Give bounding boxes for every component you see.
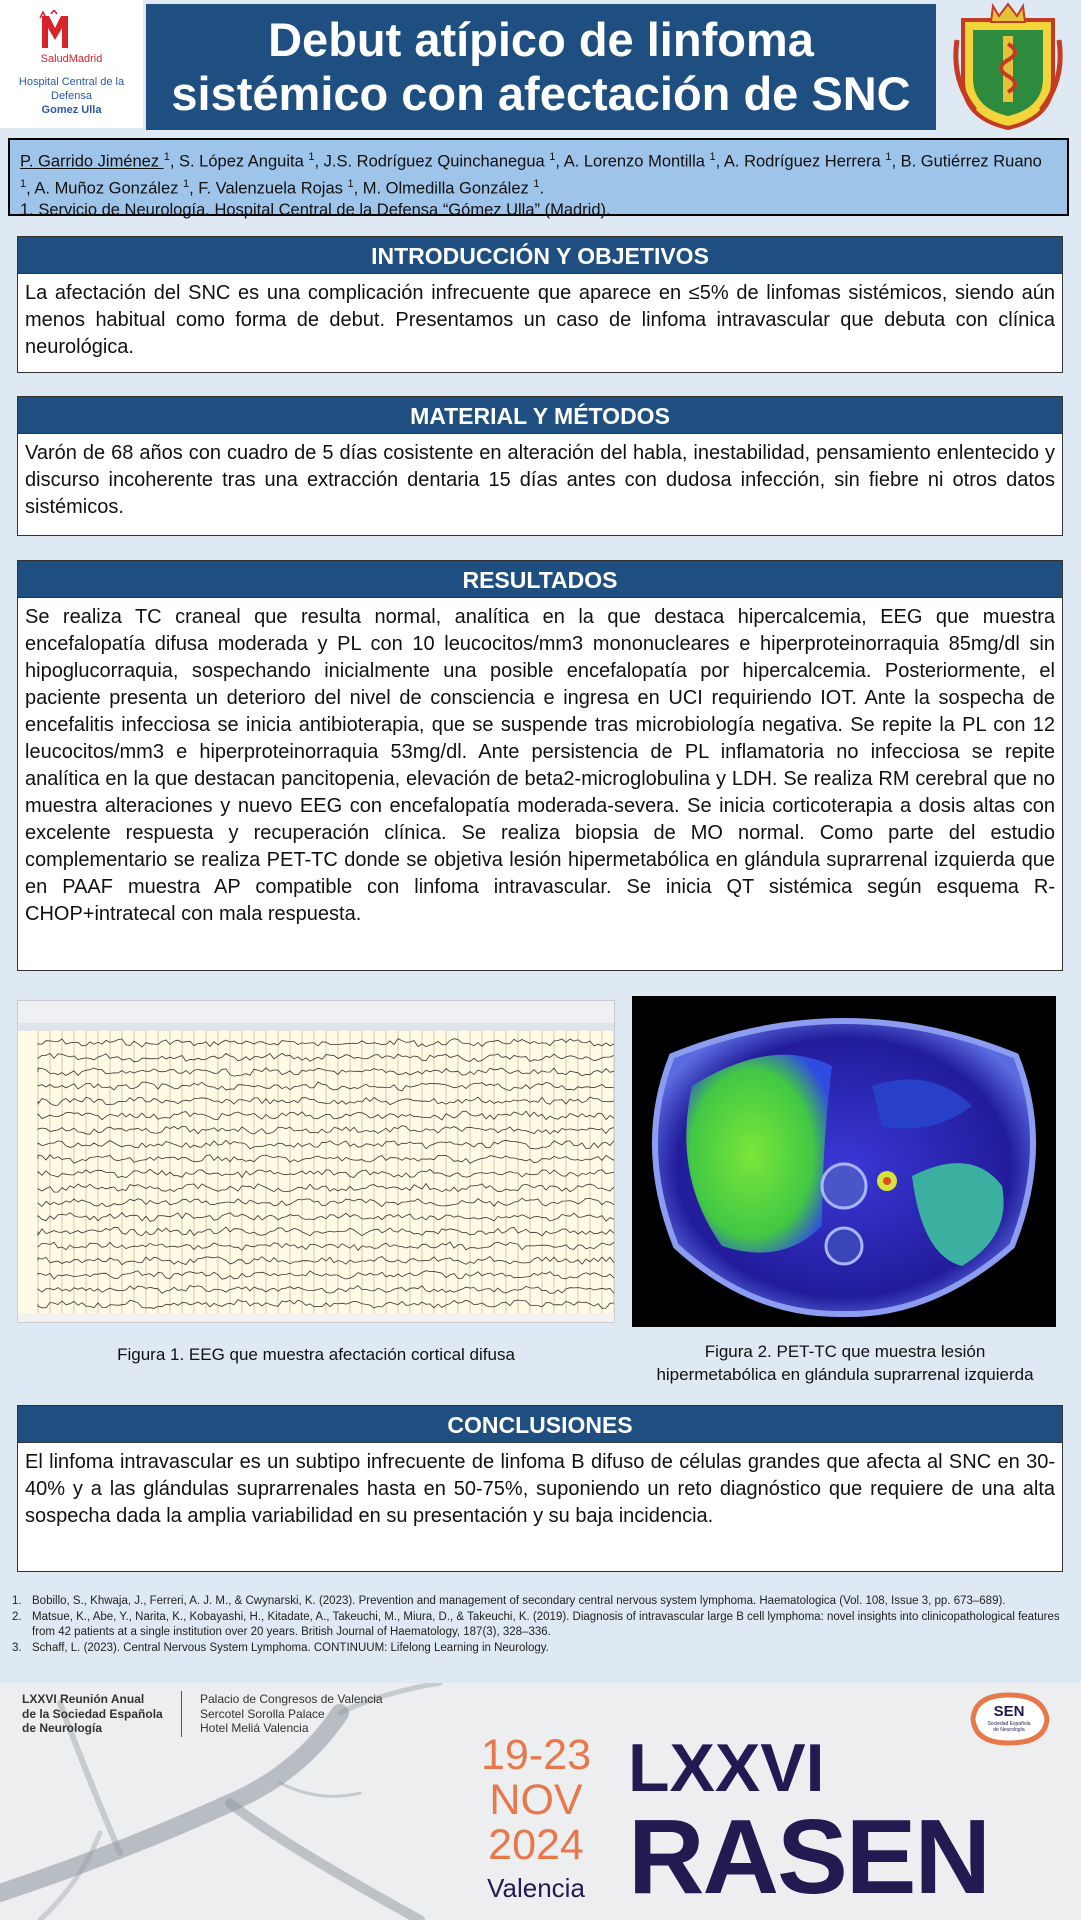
reference-number: 2. — [12, 1610, 22, 1623]
author-name: A. Rodríguez Herrera — [723, 152, 886, 171]
figure-1-caption: Figura 1. EEG que muestra afectación cortical difusa — [117, 1345, 515, 1364]
section-body: Varón de 68 años con cuadro de 5 días cosistente en alteración del habla, inestabilidad, pensamiento enlentecido y discurso incoherente tras una extracción dentaria 15 días antes con dudosa infección, sin fiebre ni otros datos sistémicos. — [25, 442, 1055, 518]
section-title: CONCLUSIONES — [18, 1406, 1062, 1443]
saludmadrid-label: SaludMadrid — [40, 53, 103, 65]
author-affiliation-mark: 1 — [347, 177, 354, 190]
congress-month: NOV — [489, 1776, 583, 1824]
eeg-trace-image — [18, 1001, 615, 1323]
congress-banner — [0, 1683, 1081, 1920]
reference-item — [12, 1594, 1064, 1610]
author-separator: , — [715, 152, 724, 171]
section-title: INTRODUCCIÓN Y OBJETIVOS — [18, 237, 1062, 274]
sen-logo-subtitle: Sociedad Española de Neurología — [987, 1721, 1031, 1733]
congress-city: Valencia — [487, 1873, 585, 1903]
author-separator: , — [891, 152, 901, 171]
saludmadrid-logo-icon — [38, 10, 72, 50]
author-affiliation-mark: 1 — [308, 151, 315, 163]
figure-2-caption — [610, 1340, 1080, 1386]
congress-edition: LXXVI — [628, 1730, 825, 1806]
author-name: A. Lorenzo Montilla — [563, 152, 710, 171]
author-affiliation-mark: 1 — [709, 151, 716, 163]
hospital-logo — [0, 0, 143, 128]
reference-text: Matsue, K., Abe, Y., Narita, K., Kobayashi, H., Kitadate, A., Takeuchi, M., Miura, D., & Takeuchi, K. (2019). Diagnosis of intravascular large B cell lymphoma: novel insights into clinicopathological features from 42 patients at a single institution over 20 years. British Journal of Haematology, 187(3), 328–336. — [32, 1610, 1060, 1638]
author-name: B. Gutiérrez Ruano — [900, 152, 1042, 171]
section-conclusions — [17, 1405, 1063, 1572]
pet-ct-image — [632, 996, 1056, 1327]
author-separator: , — [169, 152, 179, 171]
author-affiliation-mark: 1 — [533, 177, 540, 190]
section-body: La afectación del SNC es una complicación infrecuente que aparece en ≤5% de linfomas sistémicos, siendo aún menos habitual como forma de debut. Presentamos un caso de linfoma intravascular que debuta con clínica neurológica. — [25, 282, 1055, 358]
authors-list: P. Garrido Jiménez $^1$, S. López Anguita $^1$, J.S. Rodríguez Quinchanegua $^1$, A. Lorenzo Montilla $^1$, A. Rodríguez Herrera $^1$, B. Gutiérrez Ruano $^1$, A. Muñoz González $^1$, F. Valenzuela Rojas $^1$, M. Olmedilla González $^1$. — [20, 151, 1042, 197]
congress-days: 19-23 — [481, 1731, 591, 1779]
meeting-name — [22, 1692, 163, 1736]
author-separator: , — [189, 179, 199, 197]
congress-dates — [476, 1733, 596, 1868]
section-title: RESULTADOS — [18, 561, 1062, 598]
author-name: M. Olmedilla González — [362, 179, 534, 197]
meeting-line-2: de la Sociedad Española — [22, 1706, 163, 1721]
sen-logo-text: SEN — [993, 1703, 1025, 1720]
congress-brand: RASEN — [628, 1798, 990, 1916]
congress-year: 2024 — [488, 1821, 584, 1869]
reference-text: Bobillo, S., Khwaja, J., Ferreri, A. J. M., & Cwynarski, K. (2023). Prevention and management of secondary central nervous system lymphoma. Haematologica (Vol. 108, Issue 3, pp. 673–689). — [32, 1595, 1006, 1607]
author-name: P. Garrido Jiménez — [20, 152, 164, 171]
authors-box — [8, 138, 1069, 219]
author-separator: , — [353, 179, 363, 197]
reference-number: 3. — [12, 1641, 22, 1654]
author-name: J.S. Rodríguez Quinchanegua — [323, 152, 550, 171]
poster-title — [146, 4, 936, 130]
figure-eeg — [17, 1000, 615, 1323]
references — [12, 1594, 1064, 1656]
reference-text: Schaff, L. (2023). Central Nervous System Lymphoma. CONTINUUM: Lifelong Learning in Neurology. — [32, 1641, 549, 1654]
section-title: MATERIAL Y MÉTODOS — [18, 397, 1062, 434]
venue-list — [200, 1692, 383, 1736]
figure-2-caption-line-2: hipermetabólica en glándula suprarrenal izquierda — [656, 1365, 1034, 1384]
section-body: El linfoma intravascular es un subtipo infrecuente de linfoma B difuso de células grandes que afecta al SNC en 30-40% y a las glándulas suprarrenales hasta en 50-75%, suponiendo un reto diagnóstico que requiere de una alta sospecha dada la amplia variabilidad en su presentación y su baja incidencia. — [25, 1451, 1055, 1527]
title-line-2: sistémico con afectación de SNC — [171, 67, 911, 120]
reference-number: 1. — [12, 1595, 22, 1607]
author-affiliation-mark: 1 — [182, 177, 190, 190]
meeting-line-3: de Neurología — [22, 1721, 103, 1735]
author-name: A. Muñoz González — [34, 179, 183, 197]
section-methods — [17, 396, 1063, 536]
figure-2-caption-line-1: Figura 2. PET-TC que muestra lesión — [704, 1342, 986, 1361]
title-line-1: Debut atípico de linfoma — [268, 13, 814, 66]
venue-line-2: Sercotel Sorolla Palace — [200, 1706, 325, 1721]
hospital-subname: Gomez Ulla — [41, 104, 102, 116]
hospital-name — [0, 75, 143, 117]
author-separator: , — [26, 179, 35, 197]
author-affiliation-mark: 1 — [885, 151, 892, 163]
venue-line-1: Palacio de Congresos de Valencia — [200, 1692, 383, 1706]
venue-line-3: Hotel Meliá Valencia — [200, 1721, 309, 1735]
reference-item — [12, 1641, 1064, 1657]
reference-item — [12, 1610, 1064, 1641]
figure-pet-ct — [632, 996, 1056, 1327]
author-separator: , — [314, 152, 324, 171]
author-separator: , — [555, 152, 564, 171]
hospital-name-line: Hospital Central de la Defensa — [18, 76, 125, 102]
author-affiliation-mark: 1 — [549, 151, 556, 163]
meeting-line-1: LXXVI Reunión Anual — [22, 1692, 145, 1706]
section-body: Se realiza TC craneal que resulta normal, analítica en la que destaca hipercalcemia, EEG que muestra encefalopatía difusa moderada y PL con 10 leucocitos/mm3 mononucleares e hiperproteinorraquia 85mg/dl sin hipoglucorraquia, sospechando inicialmente una posible encefalopatía por hipercalcemia. Posteriormente, el paciente presenta un deterioro del nivel de consciencia e ingresa en UCI requiriendo IOT. Ante la sospecha de encefalitis infecciosa se inicia antibioterapia, que se suspende tras microbiología negativa. Se repite la PL con 12 leucocitos/mm3 e hiperproteinorraquia 53mg/dl. Ante persistencia de PL inflamatoria no infecciosa se repite analítica en la que destacan pancitopenia, elevación de beta2-microglobulina y LDH. Se realiza RM cerebral que no muestra alteraciones y nuevo EEG con encefalopatía moderada-severa. Se inicia corticoterapia a dosis altas con excelente respuesta y recuperación clínica. Se realiza biopsia de MO normal. Como parte del estudio complementario se realiza PET-TC donde se objetiva lesión hipermetabólica en glándula suprarrenal izquierda que en PAAF muestra AP compatible con linfoma intravascular. Se inicia QT sistémica según esquema R-CHOP+intratecal con mala respuesta. — [25, 606, 1055, 925]
author-affiliation-mark: 1 — [163, 151, 170, 163]
sen-logo — [963, 1689, 1055, 1747]
section-results — [17, 560, 1063, 971]
author-name: F. Valenzuela Rojas — [198, 179, 348, 197]
author-affiliation-mark: 1 — [20, 177, 27, 190]
author-name: S. López Anguita — [178, 152, 309, 171]
coat-of-arms-icon — [953, 0, 1063, 130]
section-introduction — [17, 236, 1063, 373]
footer-divider — [181, 1691, 182, 1737]
affiliation: 1. Servicio de Neurología. Hospital Central de la Defensa “Gómez Ulla” (Madrid). — [20, 201, 611, 219]
